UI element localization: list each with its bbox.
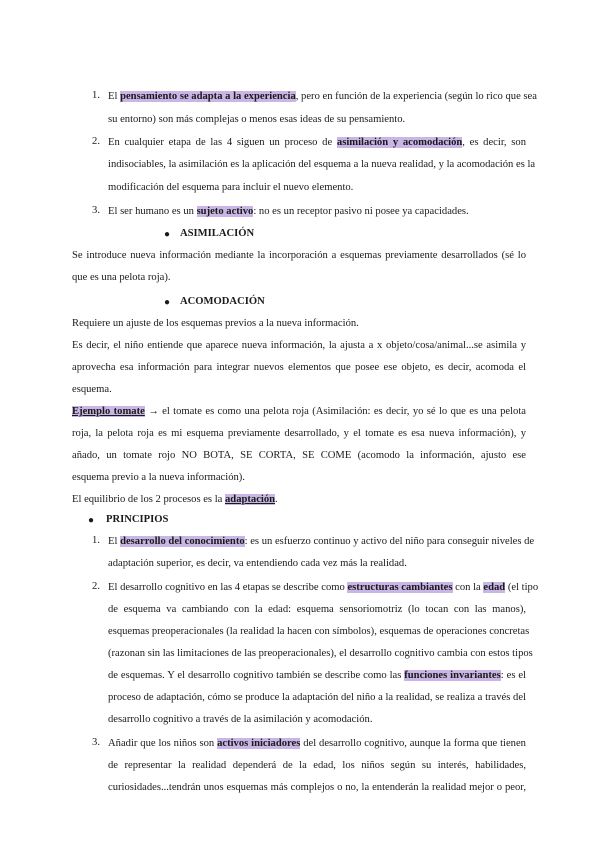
paragraph-line: que es una pelota roja). [72, 272, 171, 283]
bullet-icon: ● [164, 229, 171, 240]
paragraph-line: esquemas preoperacionales (la realidad la hacen con símbolos), esquemas de operaciones concretas [108, 626, 530, 637]
paragraph-line: de esquema va cambiando con la edad: esquema sensoriomotriz (lo tocan con las manos), [108, 604, 526, 615]
example-label: Ejemplo tomate [72, 406, 145, 417]
list-number: 1. [92, 535, 100, 546]
paragraph-line: adaptación superior, es decir, va entendiendo cada vez más la realidad. [108, 558, 407, 569]
paragraph-line: su entorno) son más complejas o menos esas ideas de su pensamiento. [108, 114, 406, 125]
paragraph-line: Ejemplo tomate → el tomate es como una pelota roja (Asimilación: es decir, yo sé lo que es una pelota [72, 406, 526, 417]
list-number: 3. [92, 205, 100, 216]
paragraph-line: Se introduce nueva información mediante la incorporación a esquemas previamente desarrollados (sé lo [72, 250, 526, 261]
paragraph-line: Es decir, el niño entiende que aparece nueva información, la ajusta a x objeto/cosa/animal...se asimila y [72, 340, 526, 351]
highlight: edad [483, 582, 506, 593]
highlight: pensamiento se adapta a la experiencia [120, 91, 296, 102]
highlight: desarrollo del conocimiento [120, 536, 245, 547]
paragraph-line: añado, un tomate rojo NO BOTA, SE CORTA, SE COME (acomodo la información, ajusto ese [72, 450, 526, 461]
paragraph-line: de representar la realidad dependerá de la edad, los niños según su interés, habilidades, [108, 760, 526, 771]
section-heading-asimilacion: ASIMILACIÓN [180, 228, 255, 239]
paragraph-line: proceso de adaptación, cómo se produce la adaptación del niño a la realidad, se realiza a través del [108, 692, 526, 703]
paragraph-line: modificación del esquema para incluir el nuevo elemento. [108, 182, 354, 193]
bullet-icon: ● [88, 515, 95, 526]
paragraph-line: aprovecha esa información para integrar nuevos elementos que posee ese objeto, es decir, acomoda el [72, 362, 526, 373]
highlight: sujeto activo [196, 206, 254, 217]
highlight: funciones invariantes [404, 670, 501, 681]
paragraph-line: Requiere un ajuste de los esquemas previos a la nueva información. [72, 318, 359, 329]
highlight: adaptación [225, 494, 276, 505]
bullet-icon: ● [164, 297, 171, 308]
list-number: 2. [92, 136, 100, 147]
section-heading-principios: PRINCIPIOS [106, 514, 169, 525]
paragraph-line: esquema previo a la nueva información). [72, 472, 245, 483]
list-number: 3. [92, 737, 100, 748]
section-heading-acomodacion: ACOMODACIÓN [180, 296, 265, 307]
paragraph-line: de esquemas. Y el desarrollo cognitivo también se describe como las funciones invariantes: es el [108, 670, 526, 681]
highlight: asimilación y acomodación [336, 137, 463, 148]
paragraph-line: roja, la pelota roja es mi esquema previamente desarrollado, y el tomate es esa nueva información), y [72, 428, 526, 439]
paragraph-line: El desarrollo del conocimiento: es un esfuerzo continuo y activo del niño para conseguir niveles de [108, 536, 535, 547]
paragraph-line: El desarrollo cognitivo en las 4 etapas se describe como estructuras cambiantes con la edad (el tipo [108, 582, 539, 593]
list-number: 1. [92, 90, 100, 101]
paragraph-line: En cualquier etapa de las 4 siguen un proceso de asimilación y acomodación, es decir, son [108, 137, 526, 148]
paragraph-line: curiosidades...tendrán unos esquemas más complejos o no, la entenderán la realidad mejor o peor, [108, 782, 526, 793]
paragraph-line: indisociables, la asimilación es la aplicación del esquema a la nueva realidad, y la acomodación es la [108, 159, 536, 170]
highlight: estructuras cambiantes [347, 582, 453, 593]
paragraph-line: esquema. [72, 384, 112, 395]
paragraph-line: El pensamiento se adapta a la experiencia, pero en función de la experiencia (según lo rico que sea [108, 91, 537, 102]
paragraph-line: Añadir que los niños son activos iniciadores del desarrollo cognitivo, aunque la forma que tienen [108, 738, 526, 749]
paragraph-line: (razonan sin las limitaciones de las preoperacionales), el desarrollo cognitivo cambia con estos tipos [108, 648, 533, 659]
list-number: 2. [92, 581, 100, 592]
highlight: activos iniciadores [217, 738, 301, 749]
paragraph-line: El equilibrio de los 2 procesos es la adaptación. [72, 494, 278, 505]
arrow-icon: → [148, 406, 159, 417]
paragraph-line: El ser humano es un sujeto activo: no es un receptor pasivo ni posee ya capacidades. [108, 206, 469, 217]
paragraph-line: desarrollo cognitivo a través de la asimilación y acomodación. [108, 714, 373, 725]
